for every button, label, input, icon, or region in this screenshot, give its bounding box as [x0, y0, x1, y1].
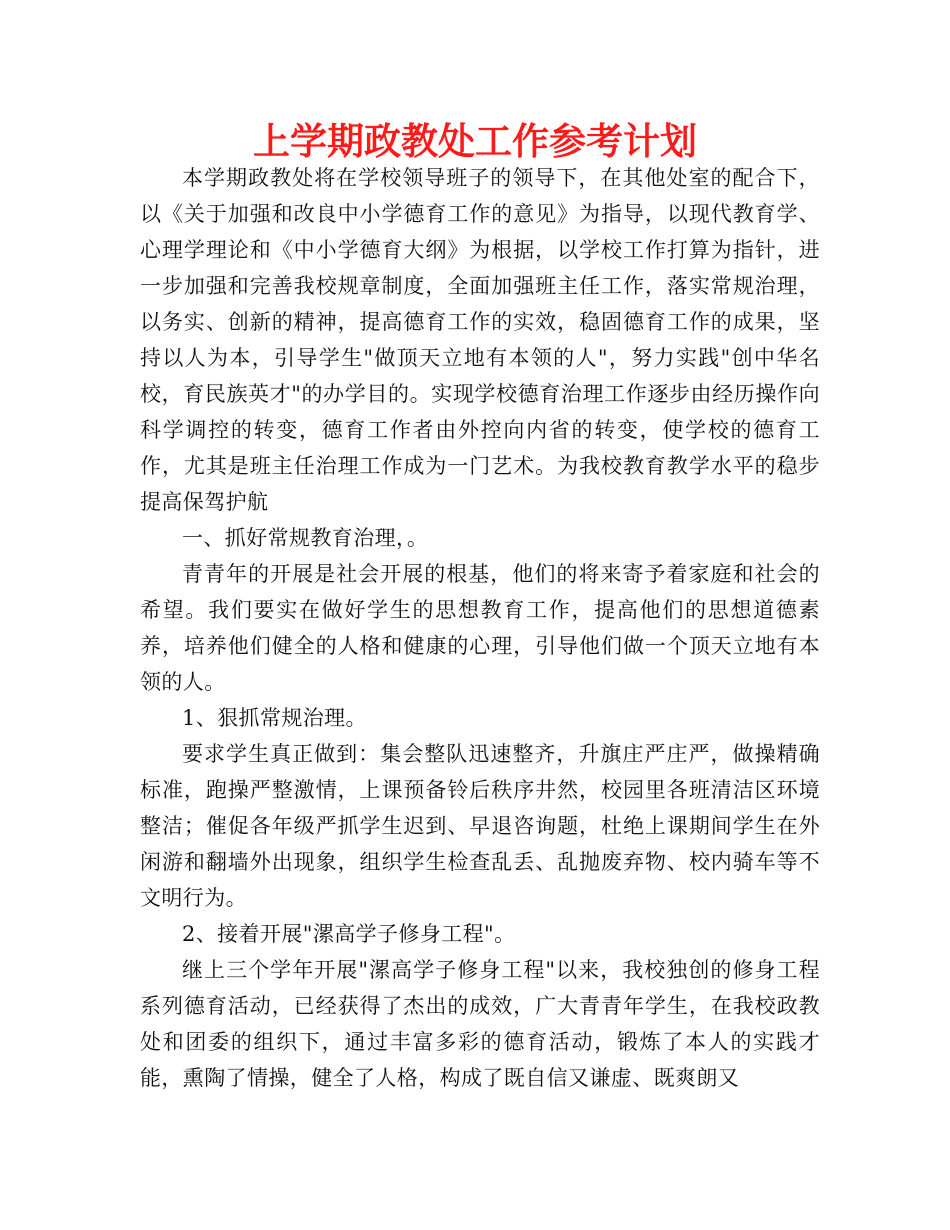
subsection-heading-1: 1、狠抓常规治理。 — [182, 706, 367, 730]
section-1-paragraph: 青青年的开展是社会开展的根基，他们的将来寄予着家庭和社会的希望。我们要实在做好学生的思想教育工作，提高他们的思想道德素养，培养他们健全的人格和健康的心理，引导他们做一个顶天立地有本领的人。 — [140, 562, 820, 694]
subsection-1-paragraph: 要求学生真正做到：集会整队迅速整齐，升旗庄严庄严，做操精确标准，跑操严整激情，上课预备铃后秩序井然，校园里各班清洁区环境整洁；催促各年级严抓学生迟到、早退咨询题，杜绝上课期间学生在外闲游和翻墙外出现象，组织学生检查乱丢、乱抛废弃物、校内骑车等不文明行为。 — [140, 742, 820, 910]
subsection-2-paragraph: 继上三个学年开展"漯高学子修身工程"以来，我校独创的修身工程系列德育活动，已经获得了杰出的成效，广大青青年学生，在我校政教处和团委的组织下，通过丰富多彩的德育活动，锻炼了本人的实践才能，熏陶了情操，健全了人格，构成了既自信又谦虚、既爽朗又 — [140, 958, 820, 1090]
section-heading-1: 一、抓好常规教育治理，。 — [182, 526, 429, 550]
subsection-heading-2: 2、接着开展"漯高学子修身工程"。 — [182, 922, 516, 946]
intro-paragraph: 本学期政教处将在学校领导班子的领导下，在其他处室的配合下，以《关于加强和改良中小学德育工作的意见》为指导，以现代教育学、心理学理论和《中小学德育大纲》为根据，以学校工作打算为指针，进一步加强和完善我校规章制度，全面加强班主任工作，落实常规治理，以务实、创新的精神，提高德育工作的实效，稳固德育工作的成果，坚持以人为本，引导学生"做顶天立地有本领的人"，努力实践"创中华名校，育民族英才"的办学目的。实现学校德育治理工作逐步由经历操作向科学调控的转变，德育工作者由外控向内省的转变，使学校的德育工作，尤其是班主任治理工作成为一门艺术。为我校教育教学水平的稳步提高保驾护航 — [140, 166, 820, 514]
document-title: 上学期政教处工作参考计划 — [253, 120, 697, 163]
document-body — [140, 160, 820, 1096]
